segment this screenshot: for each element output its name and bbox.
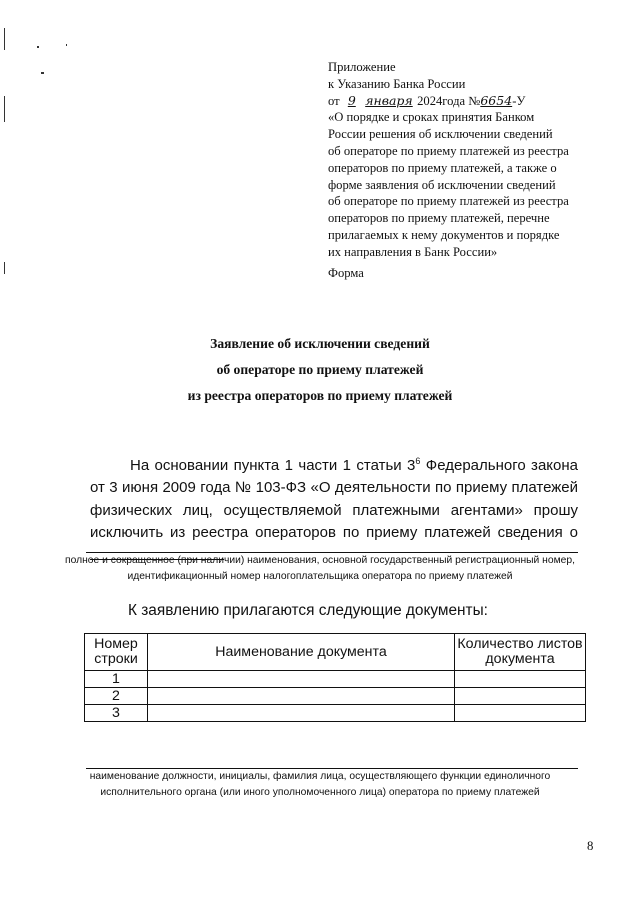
appendix-block — [328, 59, 588, 261]
document-title-line: из реестра операторов по приему платежей — [187, 388, 453, 403]
header-row-number: Номер строки — [85, 634, 148, 671]
number-suffix: -У — [512, 93, 526, 108]
row-number-cell: 1 — [85, 671, 148, 688]
scan-mark — [4, 96, 5, 122]
handwritten-day: 9 — [347, 92, 356, 108]
scan-mark — [4, 262, 5, 274]
table-row — [85, 671, 586, 688]
appendix-subject-line: об операторе по приему платежей из реестра — [328, 194, 569, 209]
body-text-part1: На основании пункта 1 части 1 статьи 3 — [130, 457, 416, 474]
date-year: 2024 — [417, 93, 443, 108]
appendix-line: к Указанию Банка России — [328, 76, 466, 91]
body-text-part2: Федерального закона от 3 июня 2009 года № 103-ФЗ «О деятельности по приему платежей физических лиц, осуществляемой платежными агентами» прошу исключить из реестра операторов по приему платежей сведения о — [90, 457, 578, 542]
appendix-line: Приложение — [328, 60, 396, 74]
signature-caption-line: наименование должности, инициалы, фамилия лица, осуществляющего функции единоличного — [89, 771, 551, 782]
row-number-cell: 3 — [85, 705, 148, 722]
operator-caption-line: идентификационный номер налогоплательщика оператора по приему платежей — [127, 571, 513, 582]
date-middle: года № — [442, 93, 481, 108]
attached-documents-label: К заявлению прилагаются следующие документы: — [128, 602, 488, 619]
documents-table — [84, 633, 586, 722]
handwritten-number: 6654 — [480, 92, 513, 108]
appendix-subject-line: форме заявления об исключении сведений — [328, 177, 556, 192]
document-name-cell[interactable] — [148, 671, 455, 688]
scan-mark — [37, 46, 39, 48]
table-row — [85, 688, 586, 705]
appendix-date-line — [328, 93, 588, 110]
table-row — [85, 705, 586, 722]
sheet-count-cell[interactable] — [455, 688, 586, 705]
appendix-subject-line: России решения об исключении сведений — [328, 127, 553, 142]
header-document-name: Наименование документа — [148, 634, 455, 671]
appendix-subject-line: прилагаемых к нему документов и порядке — [328, 227, 560, 242]
scan-mark — [66, 44, 67, 46]
appendix-subject-line: операторов по приему платежей, перечне — [328, 211, 550, 226]
scan-mark — [41, 72, 44, 74]
handwritten-month: января — [365, 92, 413, 108]
document-name-cell[interactable] — [148, 688, 455, 705]
sheet-count-cell[interactable] — [455, 705, 586, 722]
scan-mark — [4, 28, 5, 50]
operator-caption-line: полное и сокращенное (при наличии) наименования, основной государственный регистрационный номер, — [65, 555, 575, 566]
document-title-line: Заявление об исключении сведений — [210, 336, 430, 351]
body-superscript: 6 — [415, 456, 421, 466]
row-number-cell: 2 — [85, 688, 148, 705]
appendix-subject-line: об операторе по приему платежей из реестра — [328, 143, 569, 158]
table-header-row — [85, 634, 586, 671]
form-label: Форма — [328, 266, 364, 280]
appendix-subject-line: «О порядке и сроках принятия Банком — [328, 110, 535, 125]
application-body — [90, 450, 578, 567]
sheet-count-cell[interactable] — [455, 671, 586, 688]
page-number: 8 — [587, 839, 594, 853]
signature-caption-line: исполнительного органа (или иного уполномоченного лица) оператора по приему платежей — [100, 787, 540, 798]
date-prefix: от — [328, 93, 340, 108]
header-sheet-count: Количество листов документа — [455, 634, 586, 671]
appendix-subject-line: операторов по приему платежей, а также о — [328, 160, 557, 175]
document-title-line: об операторе по приему платежей — [216, 362, 424, 377]
appendix-subject-line: их направления в Банк России» — [328, 244, 498, 259]
document-name-cell[interactable] — [148, 705, 455, 722]
